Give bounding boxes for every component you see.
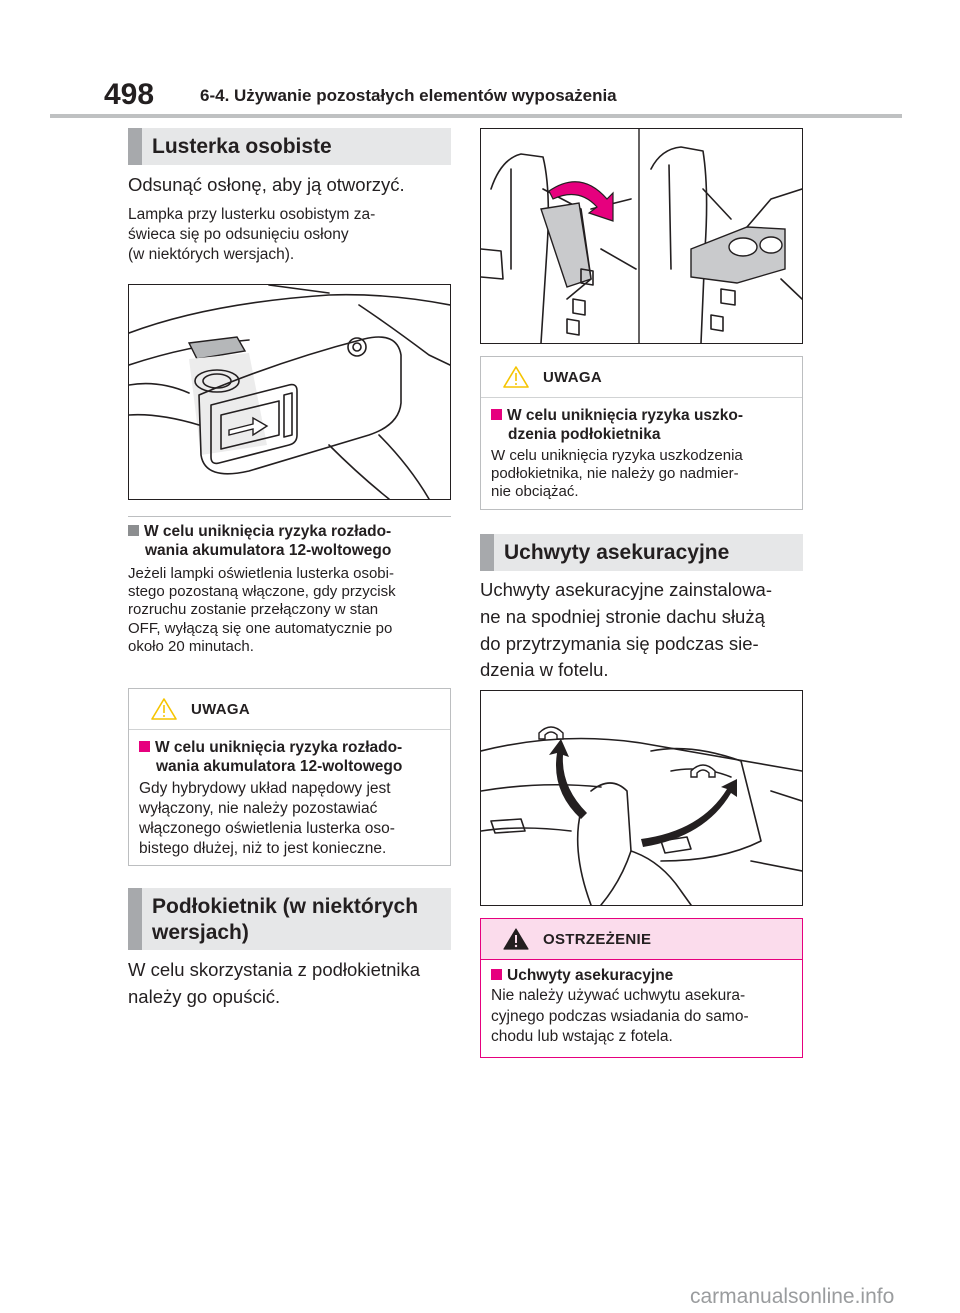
header-rule [50,114,902,118]
warning-label: OSTRZEŻENIE [543,930,652,948]
caution-title-line: W celu uniknięcia ryzyka uszko- [507,407,744,424]
square-bullet-icon [128,525,139,536]
grab-handles-line: ne na spodniej stronie dachu służą [480,605,765,627]
caution-label: UWAGA [543,368,602,386]
warning-body-line: chodu lub wstając z fotela. [491,1027,673,1045]
caution-label: UWAGA [191,700,250,718]
page-number: 498 [104,78,155,111]
armrest-heading [128,888,451,950]
caution-body-line: wyłączony, nie należy pozostawiać [139,799,378,817]
mirrors-note-line: Lampka przy lusterku osobistym za- [128,206,376,223]
caution-triangle-icon [151,698,177,720]
caution-body-line: W celu uniknięcia ryzyka uszkodzenia [491,446,743,464]
caution-title-line: wania akumulatora 12-woltowego [156,758,403,776]
grab-handles-illustration [480,690,803,906]
mirrors-note-line: (w niektórych wersjach). [128,246,295,264]
divider [128,516,451,517]
caution-body-line: bistego dłużej, niż to jest konieczne. [139,840,387,858]
battery-note-title-line: W celu uniknięcia ryzyka rozłado- [144,523,392,540]
caution-title-line: dzenia podłokietnika [508,426,661,444]
grab-handles-line: do przytrzymania się podczas sie- [480,632,759,654]
armrest-heading-line: wersjach) [152,921,249,945]
caution-header [129,689,450,730]
warning-header [481,919,802,960]
armrest-body [128,957,463,1011]
caution-title-line: W celu uniknięcia ryzyka rozłado- [155,739,403,756]
grab-handles-line: dzenia w fotelu. [480,659,609,681]
battery-note-line: OFF, wyłączą się one automatycznie po [128,619,393,637]
warning-box-handles [480,918,803,1058]
grab-handles-heading: Uchwyty asekuracyjne [480,534,803,571]
caution-body-line: nie obciążać. [491,483,579,501]
warning-title: Uchwyty asekuracyjne [507,967,674,984]
armrest-heading-line: Podłokietnik (w niektórych [152,895,419,918]
armrest-illustration [480,128,803,344]
mirrors-note-line: świeca się po odsunięciu osłony [128,226,349,244]
armrest-body-line: W celu skorzystania z podłokietnika [128,959,421,980]
battery-note-line: około 20 minutach. [128,637,254,655]
warning-body-line: cyjnego podczas wsiadania do samo- [491,1007,749,1025]
square-bullet-icon [491,969,502,980]
square-bullet-icon [491,409,502,420]
caution-body-line: Gdy hybrydowy układ napędowy jest [139,779,391,797]
battery-note-title [128,522,458,561]
battery-note-line: Jeżeli lampki oświetlenia lusterka osobi- [128,564,394,582]
caution-header [481,357,802,398]
caution-box-mirrors [128,688,451,866]
caution-box-armrest [480,356,803,510]
battery-note-body [128,565,458,656]
caution-body-line: włączonego oświetlenia lusterka oso- [139,820,395,838]
grab-handles-body [480,577,815,684]
caution-triangle-icon [503,366,529,388]
battery-note [128,522,458,656]
mirrors-heading: Lusterka osobiste [128,128,451,165]
battery-note-title-line: wania akumulatora 12-woltowego [145,542,392,560]
section-title: 6-4. Używanie pozostałych elementów wyposażenia [200,86,617,105]
watermark: carmanualsonline.info [690,1285,895,1308]
armrest-body-line: należy go opuścić. [128,985,281,1007]
vanity-mirror-illustration [128,284,451,500]
mirrors-instruction: Odsunąć osłonę, aby ją otworzyć. [128,174,405,195]
battery-note-line: rozruchu zostanie przełączony w stan [128,601,379,619]
caution-body-line: podłokietnika, nie należy go nadmier- [491,465,739,483]
square-bullet-icon [139,741,150,752]
grab-handles-line: Uchwyty asekuracyjne zainstalowa- [480,579,773,600]
warning-triangle-icon [503,928,529,950]
mirrors-note [128,205,458,265]
warning-body-line: Nie należy używać uchwytu asekura- [491,987,746,1005]
battery-note-line: stego pozostaną włączone, gdy przycisk [128,583,396,601]
